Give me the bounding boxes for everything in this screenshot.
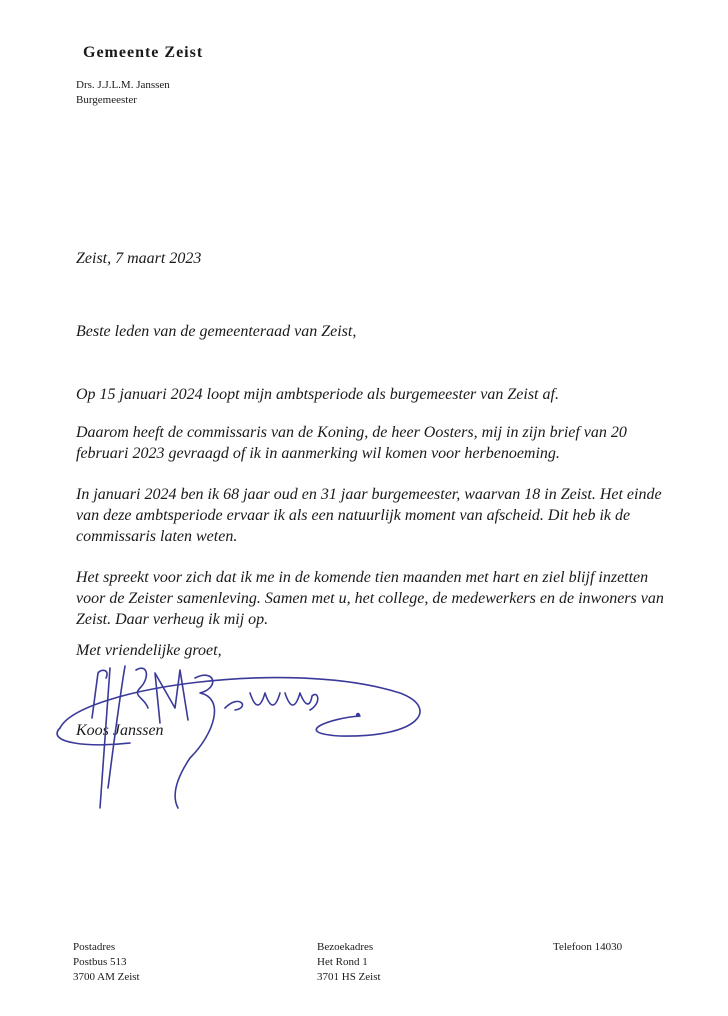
closing: Met vriendelijke groet, bbox=[76, 642, 222, 659]
postal-line-1: Postbus 513 bbox=[73, 956, 127, 968]
postal-line-2: 3700 AM Zeist bbox=[73, 971, 140, 983]
phone-number: Telefoon 14030 bbox=[553, 941, 623, 953]
paragraph-2: Daarom heeft de commissaris van de Koning, de heer Oosters, mij in zijn brief van 20 februari 2023 gevraagd of ik in aanmerking wil komen voor herbenoeming. bbox=[76, 424, 627, 462]
letter-date: Zeist, 7 maart 2023 bbox=[76, 250, 202, 267]
paragraph-4: Het spreekt voor zich dat ik me in de komende tien maanden met hart en ziel blijf inzetten voor de Zeister samenleving. Samen met u, het college, de medewerkers en de inwoners van Zeist. Daar verheug ik mij op. bbox=[76, 569, 664, 628]
visit-line-1: Het Rond 1 bbox=[317, 956, 368, 968]
postal-label: Postadres bbox=[73, 941, 116, 953]
organization-name: Gemeente Zeist bbox=[83, 44, 204, 61]
handwritten-signature bbox=[40, 648, 430, 818]
visit-line-2: 3701 HS Zeist bbox=[317, 971, 381, 983]
letter-salutation: Beste leden van de gemeenteraad van Zeist, bbox=[76, 323, 357, 340]
signatory-name: Koos Janssen bbox=[76, 722, 164, 739]
visit-address bbox=[317, 940, 381, 985]
paragraph-1: Op 15 januari 2024 loopt mijn ambtsperiode als burgemeester van Zeist af. bbox=[76, 386, 559, 403]
sender-title: Burgemeester bbox=[76, 94, 137, 106]
visit-label: Bezoekadres bbox=[317, 941, 374, 953]
sender-block bbox=[76, 78, 170, 108]
sender-name: Drs. J.J.L.M. Janssen bbox=[76, 79, 170, 91]
paragraph-3: In januari 2024 ben ik 68 jaar oud en 31 jaar burgemeester, waarvan 18 in Zeist. Het einde van deze ambtsperiode ervaar ik als een natuurlijk moment van afscheid. Dit heb ik de commissaris laten weten. bbox=[76, 486, 662, 545]
postal-address bbox=[73, 940, 140, 985]
